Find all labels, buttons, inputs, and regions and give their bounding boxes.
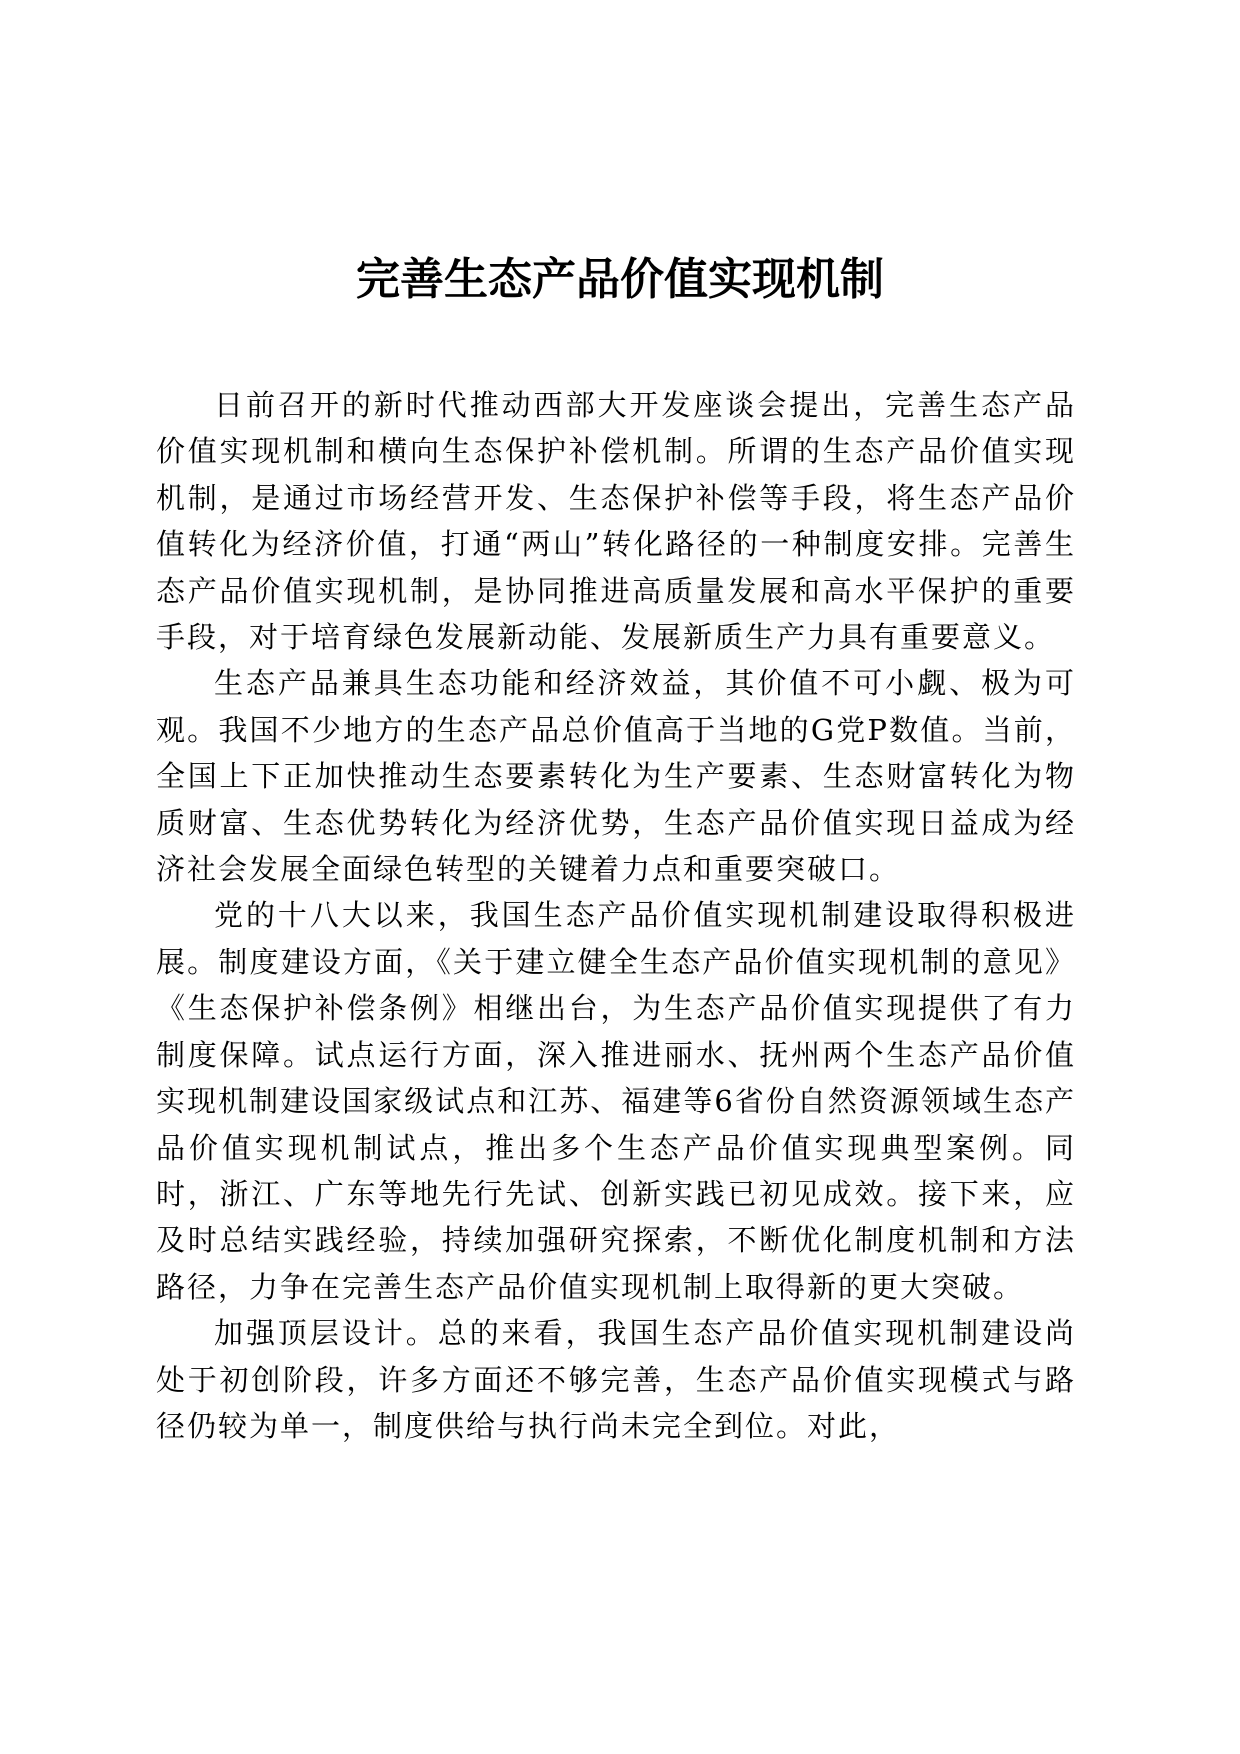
- paragraph-1: 日前召开的新时代推动西部大开发座谈会提出，完善生态产品价值实现机制和横向生态保护补偿机制。所谓的生态产品价值实现机制，是通过市场经营开发、生态保护补偿等手段，将生态产品价值转化为经济价值，打通“两山”转化路径的一种制度安排。完善生态产品价值实现机制，是协同推进高质量发展和高水平保护的重要手段，对于培育绿色发展新动能、发展新质生产力具有重要意义。: [156, 388, 1076, 655]
- paragraph-4: 加强顶层设计。总的来看，我国生态产品价值实现机制建设尚处于初创阶段，许多方面还不够完善，生态产品价值实现模式与路径仍较为单一，制度供给与执行尚未完全到位。对此，: [156, 1316, 1076, 1443]
- document-title: 完善生态产品价值实现机制: [356, 254, 884, 305]
- paragraph-3: 党的十八大以来，我国生态产品价值实现机制建设取得积极进展。制度建设方面，《关于建立健全生态产品价值实现机制的意见》《生态保护补偿条例》相继出台，为生态产品价值实现提供了有力制度保障。试点运行方面，深入推进丽水、抚州两个生态产品价值实现机制建设国家级试点和江苏、福建等6省份自然资源领域生态产品价值实现机制试点，推出多个生态产品价值实现典型案例。同时，浙江、广东等地先行先试、创新实践已初见成效。接下来，应及时总结实践经验，持续加强研究探索，不断优化制度机制和方法路径，力争在完善生态产品价值实现机制上取得新的更大突破。: [156, 898, 1076, 1304]
- document-body: [156, 382, 1076, 1449]
- paragraph-2: 生态产品兼具生态功能和经济效益，其价值不可小觑、极为可观。我国不少地方的生态产品总价值高于当地的G党P数值。当前，全国上下正加快推动生态要素转化为生产要素、生态财富转化为物质财富、生态优势转化为经济优势，生态产品价值实现日益成为经济社会发展全面绿色转型的关键着力点和重要突破口。: [156, 666, 1076, 887]
